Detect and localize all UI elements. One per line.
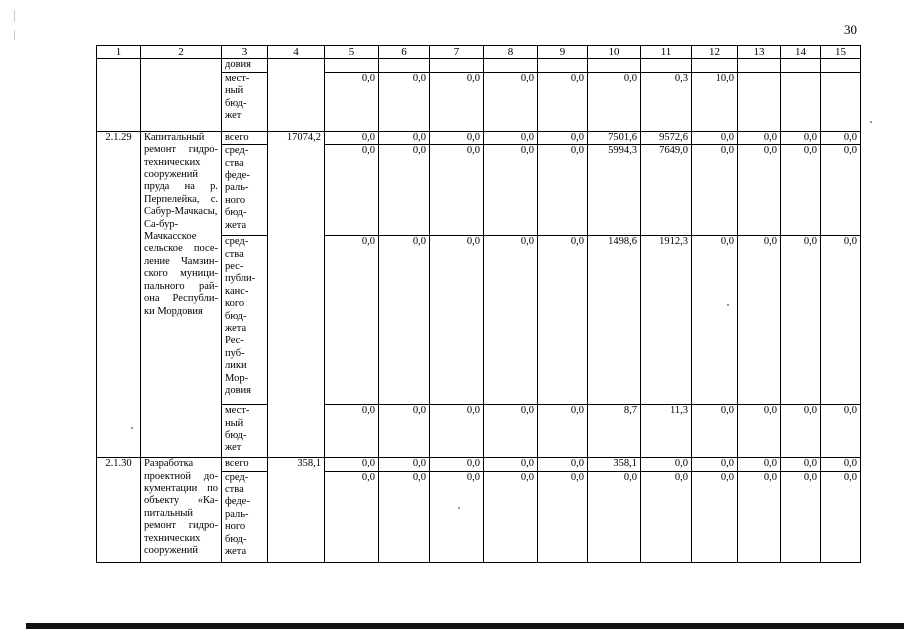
scan-speck: [458, 507, 460, 509]
column-header: 6: [379, 46, 430, 59]
amount-cell: 0,0: [692, 145, 738, 236]
funding-source-cell: всего: [222, 458, 268, 471]
item-code-cell: 2.1.29: [97, 131, 141, 457]
amount-cell: 0,0: [325, 131, 379, 144]
amount-cell: 0,0: [641, 458, 692, 471]
scan-margin-mark: [14, 10, 15, 22]
amount-cell: 5994,3: [588, 145, 641, 236]
amount-cell: 0,0: [484, 458, 538, 471]
column-header-row: [97, 46, 861, 59]
amount-cell: 0,0: [738, 131, 781, 144]
item-code-cell: 2.1.30: [97, 458, 141, 562]
amount-cell: 0,0: [325, 236, 379, 405]
scan-margin-mark: [14, 30, 15, 40]
amount-cell: 358,1: [588, 458, 641, 471]
funding-source-cell: мест- ный бюд- жет: [222, 405, 268, 458]
amount-cell: 0,0: [538, 131, 588, 144]
amount-cell: 0,0: [325, 458, 379, 471]
column-header: 8: [484, 46, 538, 59]
amount-cell: 0,0: [379, 458, 430, 471]
amount-cell: 9572,6: [641, 131, 692, 144]
column-header: 11: [641, 46, 692, 59]
scan-speck: [727, 304, 729, 306]
amount-cell: 0,0: [821, 236, 861, 405]
column-header: 12: [692, 46, 738, 59]
amount-cell: 0,0: [781, 458, 821, 471]
funding-source-cell: сред- ства рес- публи- канс- кого бюд- жета Рес- пуб- лики Мор- довия: [222, 236, 268, 405]
amount-cell: 0,0: [484, 405, 538, 458]
item-description-cell: Капитальный ремонт гидро-технических сооружений пруда на р. Перпелейка, с. Сабур-Мачкасы, Са-бур-Мачкасское сельское посе-ление Чамзин-ского муници-пального рай-она Республи-ки Мордовия: [141, 131, 222, 457]
total-cell: 17074,2: [268, 131, 325, 457]
amount-cell: [781, 59, 821, 72]
amount-cell: 0,0: [325, 145, 379, 236]
amount-cell: [738, 59, 781, 72]
amount-cell: 0,0: [692, 458, 738, 471]
amount-cell: 0,0: [379, 236, 430, 405]
table-row: [97, 458, 861, 471]
amount-cell: 0,0: [641, 471, 692, 562]
column-header: 1: [97, 46, 141, 59]
amount-cell: 1912,3: [641, 236, 692, 405]
amount-cell: 0,0: [738, 145, 781, 236]
amount-cell: [641, 59, 692, 72]
amount-cell: 7501,6: [588, 131, 641, 144]
amount-cell: 0,0: [692, 471, 738, 562]
column-header: 2: [141, 46, 222, 59]
amount-cell: 11,3: [641, 405, 692, 458]
column-header: 4: [268, 46, 325, 59]
amount-cell: 0,0: [379, 405, 430, 458]
amount-cell: [430, 59, 484, 72]
amount-cell: 0,0: [781, 236, 821, 405]
amount-cell: 0,3: [641, 72, 692, 131]
amount-cell: 0,0: [484, 72, 538, 131]
amount-cell: 0,0: [588, 471, 641, 562]
amount-cell: [484, 59, 538, 72]
total-cell: 358,1: [268, 458, 325, 562]
amount-cell: 0,0: [538, 458, 588, 471]
amount-cell: 0,0: [821, 145, 861, 236]
amount-cell: 10,0: [692, 72, 738, 131]
column-header: 14: [781, 46, 821, 59]
column-header: 5: [325, 46, 379, 59]
amount-cell: 0,0: [430, 236, 484, 405]
amount-cell: 8,7: [588, 405, 641, 458]
amount-cell: [821, 59, 861, 72]
amount-cell: 0,0: [430, 458, 484, 471]
column-header: 13: [738, 46, 781, 59]
item-description-cell: [141, 59, 222, 131]
amount-cell: 0,0: [738, 458, 781, 471]
column-header: 9: [538, 46, 588, 59]
amount-cell: 0,0: [484, 145, 538, 236]
amount-cell: [781, 72, 821, 131]
amount-cell: [738, 72, 781, 131]
page-number: 30: [844, 22, 857, 37]
scan-speck: [131, 427, 133, 429]
amount-cell: 0,0: [821, 458, 861, 471]
item-description-cell: Разработка проектной до-кументации по объекту «Ка-питальный ремонт гидро-технических сооружений: [141, 458, 222, 562]
amount-cell: 0,0: [538, 72, 588, 131]
table-row: [97, 59, 861, 72]
amount-cell: [379, 59, 430, 72]
amount-cell: 0,0: [738, 236, 781, 405]
column-header: 7: [430, 46, 484, 59]
amount-cell: 0,0: [781, 131, 821, 144]
amount-cell: [821, 72, 861, 131]
amount-cell: 0,0: [430, 471, 484, 562]
amount-cell: [588, 59, 641, 72]
amount-cell: 0,0: [325, 471, 379, 562]
amount-cell: 0,0: [821, 471, 861, 562]
amount-cell: 7649,0: [641, 145, 692, 236]
amount-cell: 0,0: [538, 145, 588, 236]
funding-source-cell: сред- ства феде- раль- ного бюд- жета: [222, 471, 268, 562]
budget-table: [96, 45, 861, 563]
total-cell: [268, 59, 325, 131]
amount-cell: 0,0: [738, 405, 781, 458]
item-code-cell: [97, 59, 141, 131]
amount-cell: 0,0: [692, 131, 738, 144]
amount-cell: 0,0: [430, 145, 484, 236]
amount-cell: 1498,6: [588, 236, 641, 405]
funding-source-cell: довия: [222, 59, 268, 72]
amount-cell: 0,0: [430, 72, 484, 131]
amount-cell: 0,0: [738, 471, 781, 562]
amount-cell: 0,0: [379, 131, 430, 144]
scan-bottom-edge: [26, 623, 904, 629]
amount-cell: 0,0: [325, 72, 379, 131]
amount-cell: 0,0: [538, 471, 588, 562]
amount-cell: [692, 59, 738, 72]
amount-cell: 0,0: [325, 405, 379, 458]
funding-source-cell: сред- ства феде- раль- ного бюд- жета: [222, 145, 268, 236]
amount-cell: 0,0: [379, 471, 430, 562]
amount-cell: 0,0: [781, 405, 821, 458]
column-header: 15: [821, 46, 861, 59]
amount-cell: 0,0: [379, 72, 430, 131]
amount-cell: 0,0: [484, 236, 538, 405]
amount-cell: 0,0: [781, 471, 821, 562]
amount-cell: 0,0: [821, 405, 861, 458]
amount-cell: [538, 59, 588, 72]
amount-cell: 0,0: [379, 145, 430, 236]
amount-cell: 0,0: [821, 131, 861, 144]
column-header: 3: [222, 46, 268, 59]
amount-cell: 0,0: [781, 145, 821, 236]
amount-cell: 0,0: [538, 236, 588, 405]
funding-source-cell: мест- ный бюд- жет: [222, 72, 268, 131]
funding-source-cell: всего: [222, 131, 268, 144]
amount-cell: 0,0: [430, 405, 484, 458]
amount-cell: 0,0: [692, 405, 738, 458]
column-header: 10: [588, 46, 641, 59]
table-row: [97, 131, 861, 144]
amount-cell: 0,0: [484, 131, 538, 144]
amount-cell: 0,0: [692, 236, 738, 405]
scan-speck: [870, 121, 872, 123]
amount-cell: 0,0: [484, 471, 538, 562]
amount-cell: 0,0: [588, 72, 641, 131]
amount-cell: [325, 59, 379, 72]
amount-cell: 0,0: [538, 405, 588, 458]
amount-cell: 0,0: [430, 131, 484, 144]
